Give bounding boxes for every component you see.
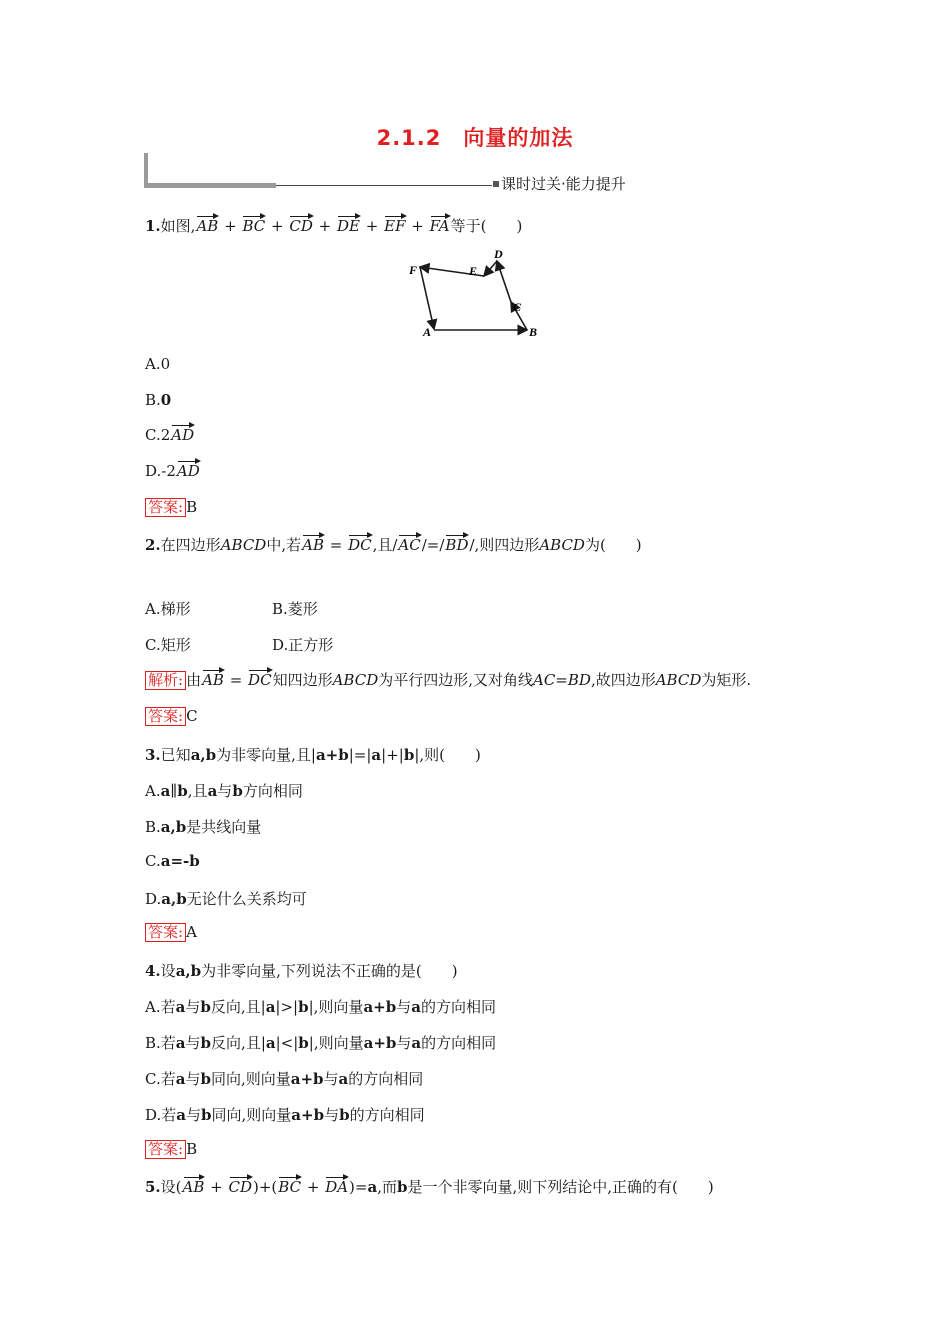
- vector-symbol: b: [339, 1106, 350, 1124]
- vector-symbol: a+b: [291, 1106, 325, 1124]
- stem-text: 是一个非零向量,则下列结论中,正确的有( ): [407, 1178, 714, 1196]
- equals-sign: =: [324, 536, 348, 554]
- q1-option-d: [145, 462, 201, 480]
- arrow-de: [484, 261, 497, 276]
- section-divider-line: [276, 185, 492, 186]
- option-text: C.: [145, 852, 161, 870]
- q4-option-c: [145, 1068, 423, 1089]
- answer-label: 答案:: [145, 498, 186, 517]
- section-tag: 课时过关·能力提升: [501, 175, 626, 193]
- vector-bc: BC: [242, 217, 266, 235]
- stem-text: 设(: [160, 1178, 182, 1196]
- option-text: D.: [145, 890, 162, 908]
- question-number: 3.: [145, 746, 161, 764]
- option-text: |<|: [275, 1034, 299, 1052]
- option-text: 与: [396, 998, 412, 1016]
- question-number: 4.: [145, 962, 161, 980]
- vector-symbol: b: [298, 1034, 309, 1052]
- vector-symbol: a+b: [363, 1034, 397, 1052]
- answer-label: 答案:: [145, 923, 186, 942]
- vector-dc: DC: [248, 671, 272, 689]
- vector-symbol: a: [265, 1034, 276, 1052]
- vector-ef: EF: [384, 217, 406, 235]
- option-text: 与: [186, 1106, 202, 1124]
- q3-option-a: [145, 780, 303, 801]
- option-text: 是共线向量: [186, 818, 262, 836]
- q4-option-d: [145, 1104, 425, 1125]
- question-5-stem: [145, 1176, 714, 1197]
- vector-symbol: a: [175, 1034, 186, 1052]
- q1-option-b: [145, 391, 171, 409]
- answer-label: 答案:: [145, 707, 186, 726]
- q3-answer: [145, 923, 197, 942]
- option-text: 的方向相同: [421, 1034, 497, 1052]
- answer-value: B: [186, 498, 198, 516]
- vector-ab: AB: [182, 1178, 205, 1196]
- label-d: D: [494, 247, 503, 261]
- hexagon-vector-figure: [405, 244, 555, 344]
- answer-value: C: [186, 707, 198, 725]
- plus-sign: +: [302, 1178, 325, 1196]
- plus-sign: +: [224, 217, 237, 235]
- option-text: D.若: [145, 1106, 177, 1124]
- label-e: E: [469, 264, 478, 278]
- stem-text: )+(: [253, 1178, 278, 1196]
- quad-name: ABCD: [332, 671, 379, 689]
- label-c: C: [513, 300, 522, 314]
- option-text: 与: [217, 782, 233, 800]
- zero-vector: 0: [160, 391, 172, 409]
- stem-text: 在四边形: [160, 536, 221, 554]
- option-text: |>|: [275, 998, 299, 1016]
- vector-symbol: a=-b: [160, 852, 200, 870]
- q2-analysis: [145, 669, 751, 690]
- option-text: ,且: [187, 782, 208, 800]
- question-number: 2.: [145, 536, 161, 554]
- vector-fa: FA: [429, 217, 450, 235]
- stem-text: )=: [349, 1178, 368, 1196]
- vector-symbol: a: [160, 782, 171, 800]
- vector-symbol: a: [367, 1178, 378, 1196]
- vector-bc: BC: [278, 1178, 302, 1196]
- question-1-stem: [145, 215, 522, 236]
- vector-symbol: b: [403, 746, 415, 764]
- vector-symbol: b: [200, 998, 211, 1016]
- option-text: 同向,则向量: [211, 1106, 292, 1124]
- label-a: A: [423, 325, 432, 339]
- q4-option-a: [145, 996, 496, 1017]
- stem-text: |,则( ): [414, 746, 481, 764]
- vector-symbol: a+b: [315, 746, 349, 764]
- q2-option-b: B.菱形: [272, 600, 318, 618]
- answer-label: 答案:: [145, 1140, 186, 1159]
- diagonal-equation: AC=BD: [533, 671, 591, 689]
- option-text: 与: [185, 998, 201, 1016]
- option-text: C.若: [145, 1070, 176, 1088]
- plus-sign: +: [318, 217, 332, 235]
- vector-ab: AB: [202, 671, 224, 689]
- analysis-text: 知四边形: [272, 671, 333, 689]
- vector-ad: AD: [171, 426, 195, 444]
- vector-de: DE: [337, 217, 361, 235]
- answer-value: B: [186, 1140, 198, 1158]
- option-text: A.: [145, 782, 161, 800]
- analysis-text: ,故四边形: [590, 671, 656, 689]
- section-bracket-left: [144, 153, 148, 186]
- analysis-text: 为矩形.: [701, 671, 752, 689]
- vector-symbol: b: [396, 1178, 408, 1196]
- stem-text: ,且/: [372, 536, 398, 554]
- option-text: 同向,则向量: [210, 1070, 291, 1088]
- stem-text: 设: [160, 962, 176, 980]
- option-text: 反向,且|: [211, 1034, 266, 1052]
- vector-dc: DC: [348, 536, 372, 554]
- vector-symbol: a: [176, 1106, 186, 1124]
- option-text: 反向,且|: [210, 998, 266, 1016]
- q3-option-d: [145, 888, 307, 909]
- vector-bd: BD: [445, 536, 469, 554]
- vector-symbol: b: [200, 1034, 212, 1052]
- option-text: 的方向相同: [349, 1106, 425, 1124]
- option-text: 的方向相同: [348, 1070, 424, 1088]
- q2-answer: [145, 707, 198, 726]
- question-3-stem: [145, 744, 481, 765]
- q4-option-b: [145, 1032, 496, 1053]
- vector-symbol: a+b: [363, 998, 397, 1016]
- plus-sign: +: [411, 217, 424, 235]
- q3-option-c: [145, 852, 200, 870]
- label-b: B: [529, 325, 538, 339]
- q1-option-a: A.0: [145, 355, 171, 373]
- stem-text: /=/: [421, 536, 445, 554]
- stem-text: ,而: [377, 1178, 397, 1196]
- stem-text: /,则四边形: [469, 536, 540, 554]
- stem-text: 中,若: [266, 536, 302, 554]
- q2-option-d: D.正方形: [272, 636, 334, 654]
- option-text: |,则向量: [308, 998, 364, 1016]
- stem-text: |=|: [348, 746, 372, 764]
- vector-symbol: b: [177, 782, 188, 800]
- vector-symbol: a: [371, 746, 382, 764]
- vector-symbol: b: [232, 782, 243, 800]
- vector-ac: AC: [398, 536, 421, 554]
- q1-answer: [145, 498, 197, 517]
- vector-ab: AB: [196, 217, 219, 235]
- stem-text: 为( ): [584, 536, 642, 554]
- quad-name: ABCD: [220, 536, 267, 554]
- option-text: 与: [185, 1070, 201, 1088]
- bullet-square-icon: [493, 181, 499, 187]
- vector-symbol: a: [265, 998, 276, 1016]
- option-text: 无论什么关系均可: [186, 890, 307, 908]
- stem-text: 等于( ): [450, 217, 523, 235]
- question-2-stem: [145, 534, 642, 555]
- option-text: 与: [323, 1070, 339, 1088]
- stem-text: 已知: [160, 746, 191, 764]
- stem-text: 如图,: [160, 217, 196, 235]
- option-text: 与: [396, 1034, 412, 1052]
- option-text: 与: [324, 1106, 340, 1124]
- equals-sign: =: [224, 671, 248, 689]
- vector-symbol: b: [200, 1070, 211, 1088]
- vector-symbol: b: [298, 998, 309, 1016]
- question-4-stem: [145, 960, 458, 981]
- analysis-text: 由: [186, 671, 202, 689]
- vector-symbol: a: [207, 782, 218, 800]
- vector-symbol: a: [175, 1070, 186, 1088]
- vector-ab: AB: [302, 536, 324, 554]
- vector-symbol: a: [175, 998, 186, 1016]
- q2-option-a: A.梯形: [145, 600, 191, 618]
- arrow-cd: [497, 261, 511, 302]
- q3-option-b: [145, 816, 261, 837]
- option-text: B.若: [145, 1034, 176, 1052]
- section-bracket-bottom: [144, 183, 276, 188]
- vector-symbol: a,b: [160, 818, 187, 836]
- vector-symbol: b: [201, 1106, 212, 1124]
- vector-symbol: a,b: [190, 746, 217, 764]
- option-label: C.2: [145, 426, 171, 444]
- plus-sign: +: [271, 217, 284, 235]
- vector-symbol: a: [411, 1034, 422, 1052]
- answer-value: A: [186, 923, 197, 941]
- q1-option-c: [145, 426, 195, 444]
- stem-text: |+|: [381, 746, 404, 764]
- analysis-text: 为平行四边形,又对角线: [378, 671, 533, 689]
- q4-answer: [145, 1140, 197, 1159]
- quad-name: ABCD: [655, 671, 702, 689]
- stem-text: 为非零向量,且|: [216, 746, 316, 764]
- arrow-fa: [420, 267, 434, 329]
- option-text: 与: [185, 1034, 201, 1052]
- option-text: |,则向量: [308, 1034, 364, 1052]
- vector-symbol: a+b: [290, 1070, 324, 1088]
- vector-ad: AD: [176, 462, 200, 480]
- label-f: F: [409, 263, 418, 277]
- vector-cd: CD: [228, 1178, 253, 1196]
- q2-option-c: C.矩形: [145, 636, 191, 654]
- vector-symbol: a: [411, 998, 421, 1016]
- plus-sign: +: [205, 1178, 228, 1196]
- question-number: 5.: [145, 1178, 161, 1196]
- vector-cd: CD: [289, 217, 313, 235]
- stem-text: 为非零向量,下列说法不正确的是( ): [201, 962, 458, 980]
- analysis-label: 解析:: [145, 671, 186, 690]
- option-text: 的方向相同: [420, 998, 496, 1016]
- question-number: 1.: [145, 217, 161, 235]
- option-text: ∥: [170, 782, 178, 800]
- plus-sign: +: [365, 217, 379, 235]
- vector-symbol: a: [338, 1070, 349, 1088]
- option-label: D.-2: [145, 462, 176, 480]
- option-label: B.: [145, 391, 161, 409]
- vector-symbol: a,b: [175, 962, 202, 980]
- vector-symbol: a,b: [161, 890, 187, 908]
- vector-da: DA: [325, 1178, 349, 1196]
- option-text: 方向相同: [242, 782, 303, 800]
- option-text: A.若: [145, 998, 176, 1016]
- quad-name: ABCD: [539, 536, 585, 554]
- page-title: 2.1.2 向量的加法: [376, 126, 574, 150]
- option-text: B.: [145, 818, 161, 836]
